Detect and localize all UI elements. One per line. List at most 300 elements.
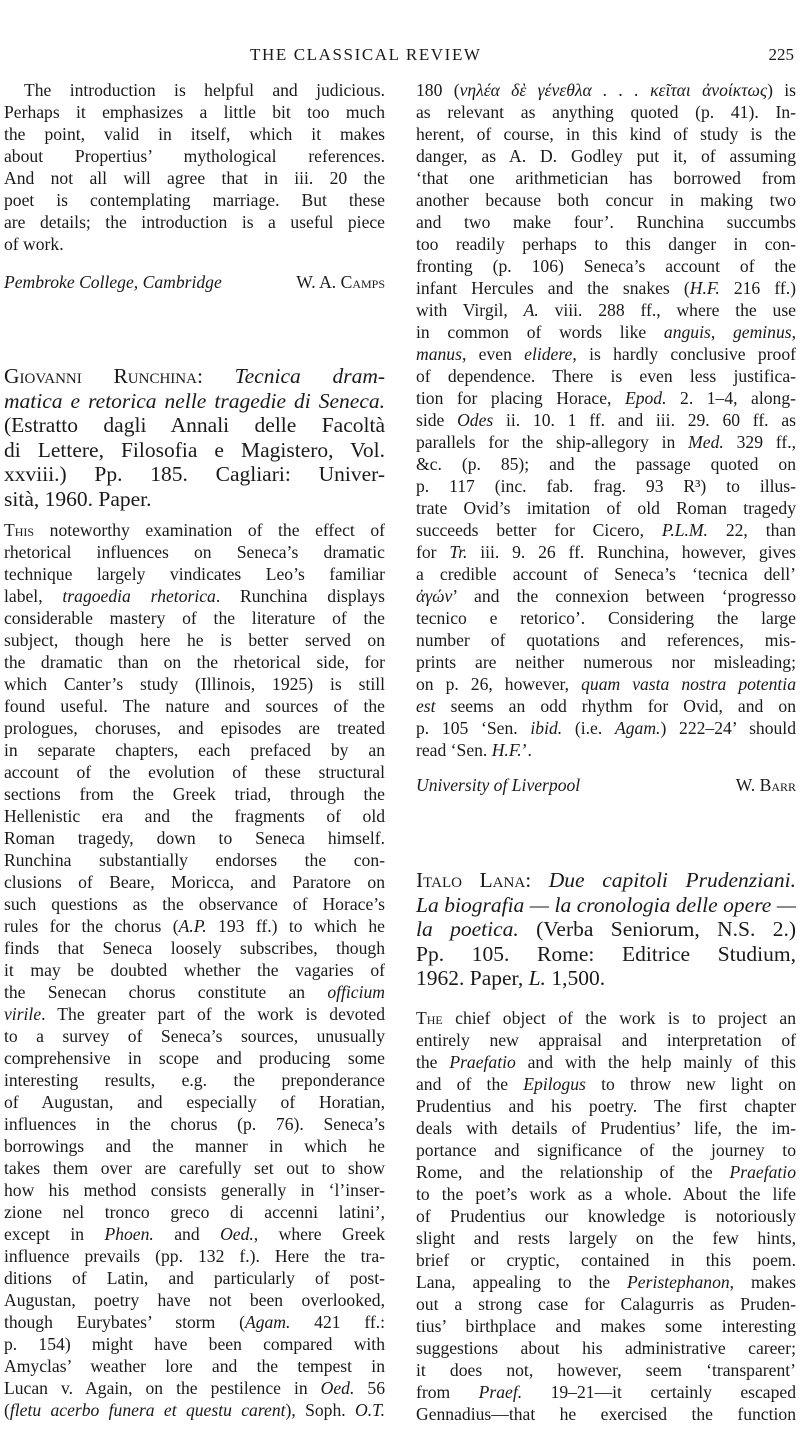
text-run: the point, valid in itself, which it makes [4,124,385,144]
text-line [4,1003,385,1025]
text-line [4,739,385,761]
text-line [4,101,385,123]
line-text [4,1312,385,1332]
line-text [416,124,796,144]
author-surname: Camps [340,272,385,292]
text-line [416,519,796,541]
line-text [416,300,796,320]
line-text [416,1074,796,1094]
text-line [416,1007,796,1029]
text-run: noteworthy examination of the effect of [34,520,385,540]
author-name [736,774,796,796]
text-run: Rome, and the relationship of the [416,1162,730,1182]
line-text [4,1136,385,1156]
line-text [416,168,796,188]
text-line [416,497,796,519]
italic-text-run: A.P. [178,916,207,936]
text-line [416,1315,796,1337]
text-run: too readily perhaps to this danger in con- [416,234,796,254]
line-text [416,608,796,628]
line-text [4,674,385,694]
text-run: to the poet’s work as a whole. About the life [416,1184,796,1204]
line-text [416,1206,796,1226]
text-line [416,607,796,629]
text-line [4,1399,385,1421]
text-run: 1962. Paper, [416,966,529,991]
text-run: out a strong case for Calagurris as Pruden- [416,1294,796,1314]
author-affiliation: University of Liverpool [416,775,581,795]
text-line [4,364,385,389]
text-line [4,761,385,783]
text-line [416,475,796,497]
text-run: Lucan v. Again, on the pestilence in [4,1378,321,1398]
line-text [416,740,532,760]
line-text [4,938,385,958]
line-text [4,487,152,511]
italic-text-run: ἀγών [416,586,453,606]
text-line [4,959,385,981]
text-run: And not all will agree that in iii. 20 the [4,168,385,188]
text-run: number of quotations and references, mis- [416,630,796,650]
italic-text-run: Praef. [478,1382,523,1402]
text-run: Amyclas’ weather lore and the tempest in [4,1356,385,1376]
text-line [416,387,796,409]
line-text [416,388,796,408]
line-text [4,190,385,210]
text-run: sità, 1960. Paper. [4,486,152,511]
text-run: ’ and the connexion between ‘progresso [452,586,796,606]
text-run: tius’ birthplace and makes some interesting [416,1316,796,1336]
text-run: such questions as the observance of Horace’s [4,894,385,914]
line-text [4,1092,385,1112]
text-line [416,651,796,673]
text-run: brief or cryptic, contained in this poem. [416,1250,796,1270]
text-line [4,585,385,607]
text-run: ‘that one arithmetician has borrowed from [416,168,796,188]
text-run: poet is contemplating marriage. But these [4,190,385,210]
text-run: prologues, choruses, and episodes are treated [4,718,385,738]
line-text [416,564,796,584]
line-text [4,364,385,388]
italic-text-run: Epod. [624,388,667,408]
text-line [4,1113,385,1135]
text-line [4,413,385,438]
line-text [416,696,796,716]
text-line [416,1161,796,1183]
text-run: 329 ff., [723,432,796,452]
text-line [416,409,796,431]
text-run: it may be doubted whether the vagaries of [4,960,385,980]
text-run: a credible account of Seneca’s ‘tecnica dell’ [416,564,796,584]
text-line [416,1403,796,1425]
line-text [416,1360,796,1380]
text-line [4,871,385,893]
text-line [416,1139,796,1161]
italic-text-run: Med. [688,432,724,452]
text-line [416,695,796,717]
text-run: Pp. 105. Rome: Editrice Studium, [416,941,796,966]
italic-text-run: Praefatio [449,1052,516,1072]
text-run: and of the [416,1074,524,1094]
line-text [416,966,605,990]
line-text [416,256,796,276]
text-run: deals with details of Prudentius’ life, the im- [416,1118,796,1138]
text-run: . Runchina displays [215,586,385,606]
italic-text-run: Tecnica dram- [234,364,386,388]
text-run: which Canter’s study (Illinois, 1925) is still [4,674,385,694]
line-text [4,389,385,413]
text-run: parallels for the ship-allegory in [416,432,689,452]
line-text [416,868,796,892]
line-text [4,608,385,628]
line-text [4,1180,385,1200]
text-run: found useful. The nature and sources of the [4,696,385,716]
text-run: about Propertius’ mythological references. [4,146,385,166]
line-text [416,1052,796,1072]
text-run: , is hardly conclusive proof [572,344,796,364]
line-text [4,696,385,716]
text-line [4,651,385,673]
italic-text-run: est [416,696,436,716]
line-text [416,1096,796,1116]
line-text [4,894,385,914]
text-line [416,1051,796,1073]
line-text [4,1378,385,1398]
text-run: rules for the chorus ( [4,916,179,936]
line-text [4,740,385,760]
line-text [4,1202,385,1222]
text-run: how his method consists generally in ‘l’inser- [4,1180,385,1200]
line-text [416,102,796,122]
text-line [416,673,796,695]
text-run: Runchina substantially endorses the con- [4,850,385,870]
line-text [4,1224,385,1244]
running-header-title: THE CLASSICAL REVIEW [250,45,482,64]
text-line [4,1047,385,1069]
text-line [416,893,796,918]
text-line [4,438,385,463]
text-run: succeeds better for Cicero, [416,520,662,540]
line-text [416,652,796,672]
small-caps-text-run: Italo Lana [416,868,526,892]
text-line [416,917,796,942]
text-run: , makes [729,1272,796,1292]
text-run: from [416,1382,479,1402]
text-line [4,1223,385,1245]
review-lana-body [416,1007,796,1425]
text-line [416,942,796,967]
text-run: of Prudentius our knowledge is notoriously [416,1206,796,1226]
text-run: and [153,1224,221,1244]
line-text [416,322,796,342]
line-text [4,1400,385,1420]
small-caps-text-run: This [4,520,35,540]
line-text [4,784,385,804]
small-caps-text-run: Giovanni Runchina [4,364,197,388]
line-text [4,212,385,232]
text-line [4,1091,385,1113]
text-line [416,277,796,299]
text-line [4,1377,385,1399]
text-run: 1,500. [545,966,606,991]
line-text [416,410,796,430]
line-text [416,146,796,166]
text-line [416,1183,796,1205]
text-run: ( [4,1400,10,1420]
review-runchina-body-right [416,79,796,761]
italic-text-run: Due capitoli Prudenziani. [548,868,796,892]
text-run: p. 154) might have been compared with [4,1334,385,1354]
text-line [4,123,385,145]
italic-text-run: Odes [457,410,494,430]
italic-text-run: Epilogus [523,1074,586,1094]
line-text [4,168,385,188]
text-run: &c. (p. 85); and the passage quoted on [416,454,796,474]
text-run: 180 ( [416,80,460,100]
line-text [4,586,385,606]
italic-text-run: Agam. [614,718,661,738]
text-run: and two make four’. Runchina succumbs [416,212,796,232]
italic-text-run: Agam. [244,1312,291,1332]
text-run: account of the evolution of these structural [4,762,385,782]
italic-text-run: tragoedia rhetorica [62,586,216,606]
text-line [416,629,796,651]
text-run: trate Ovid’s imitation of old Roman tragedy [416,498,796,518]
text-line [416,321,796,343]
line-text [4,146,385,166]
text-run: suggestions about his administrative career; [416,1338,796,1358]
author-name [296,271,385,293]
text-line [4,79,385,101]
line-text [416,942,796,966]
line-text [416,432,796,452]
line-text [4,806,385,826]
text-run: , where Greek [253,1224,386,1244]
line-text [416,1404,796,1424]
line-text [416,1140,796,1160]
text-run: Roman tragedy, down to Seneca himself. [4,828,385,848]
text-run: subject, though here he is better served on [4,630,385,650]
text-run: infant Hercules and the snakes ( [416,278,690,298]
text-run: portance and significance of the journey to [416,1140,796,1160]
text-line [4,1289,385,1311]
text-run: influences in the chorus (p. 76). Seneca’s [4,1114,385,1134]
text-line [416,1249,796,1271]
line-text [4,1048,385,1068]
text-run: : [196,364,235,388]
text-run: , [710,322,733,342]
text-run: of work. [4,234,64,254]
line-text [4,413,385,437]
line-text [4,652,385,672]
line-text [416,234,796,254]
text-run: in separate chapters, each prefaced by an [4,740,385,760]
text-line [416,79,796,101]
line-text [416,1008,796,1028]
text-line [416,1293,796,1315]
text-run: read ‘Sen. [416,740,492,760]
text-line [4,1069,385,1091]
italic-text-run: officium [327,982,385,1002]
line-text [416,1294,796,1314]
small-caps-text-run: The [416,1008,443,1028]
text-run: , even [461,344,525,364]
line-text [416,1228,796,1248]
line-text [4,234,64,254]
line-text [416,454,796,474]
text-run: entirely new appraisal and interpretation of [416,1030,796,1050]
line-text [416,520,796,540]
text-run: takes them over are carefully set out to show [4,1158,385,1178]
line-text [4,438,385,462]
text-line [416,101,796,123]
text-run: are details; the introduction is a useful piece [4,212,385,232]
text-run: (Estratto dagli Annali delle Facoltà [4,413,385,438]
line-text [416,1030,796,1050]
text-line [416,1359,796,1381]
line-text [416,1162,796,1182]
author-initials: W. [735,775,760,795]
text-run: The introduction is helpful and judicious. [24,80,385,100]
text-run: ’. [521,740,532,760]
text-run: zione nel tronco greco di accenni latini’, [4,1202,385,1222]
italic-text-run: matica e retorica nelle tragedie di Seneca. [4,388,385,413]
text-line [416,299,796,321]
line-text [4,462,385,486]
text-line [416,1029,796,1051]
line-text [416,344,796,364]
line-text [416,212,796,232]
text-run: it does not, however, seem ‘transparent’ [416,1360,796,1380]
text-line [4,189,385,211]
line-text [416,718,796,738]
text-line [416,1271,796,1293]
text-run: xxviii.) Pp. 185. Cagliari: Univer- [4,462,385,487]
italic-text-run: Praefatio [729,1162,796,1182]
line-text [416,190,796,210]
signature-camps [4,271,385,293]
italic-text-run: O.T. [355,1400,385,1420]
text-run: 2. 1–4, along- [666,388,796,408]
line-text [24,80,385,100]
text-run: in common of words like [416,322,664,342]
italic-text-run: Oed. [320,1378,355,1398]
italic-text-run: Tr. [449,542,468,562]
text-run: ditions of Latin, and particularly of post- [4,1268,385,1288]
text-line [4,487,385,512]
text-run: 22, than [707,520,796,540]
text-run: label, [4,586,63,606]
text-run: to a survey of Seneca’s sources, unusually [4,1026,385,1046]
line-text [4,828,385,848]
text-line [4,1245,385,1267]
text-run: Perhaps it emphasizes a little bit too much [4,102,385,122]
text-run: herent, of course, in this kind of study is the [416,124,796,144]
text-run: with Virgil, [416,300,524,320]
review-runchina-heading [4,364,385,512]
review-camps-closing-paragraph [4,79,385,255]
signature-barr [416,774,796,796]
text-run: (Verba Seniorum, N.S. 2.) [518,917,796,942]
text-line [416,868,796,893]
text-line [4,519,385,541]
italic-text-run: Peristephanon [627,1272,730,1292]
text-run: though Eurybates’ storm ( [4,1312,245,1332]
line-text [416,366,796,386]
text-run: sections from the Greek triad, through the [4,784,385,804]
text-line [4,827,385,849]
text-run: Lana, appealing to the [416,1272,628,1292]
text-line [4,673,385,695]
text-line [4,462,385,487]
text-run: , [791,322,797,342]
line-text [416,498,796,518]
text-run: 216 ff.) [719,278,796,298]
text-run: chief object of the work is to project an [442,1008,796,1028]
line-text [416,1272,796,1292]
text-run: comprehensive in scope and producing some [4,1048,385,1068]
text-run: rhetorical influences on Seneca’s dramatic [4,542,385,562]
text-run: influence prevails (pp. 132 f.). Here the tra- [4,1246,385,1266]
text-line [416,585,796,607]
text-run: iii. 9. 26 ff. Runchina, however, gives [467,542,796,562]
text-run: borrowings and the manner in which he [4,1136,385,1156]
line-text [4,1290,385,1310]
text-run: and with the help mainly of this [515,1052,796,1072]
line-text [4,124,385,144]
text-line [4,541,385,563]
text-line [4,211,385,233]
line-text [4,872,385,892]
text-line [4,1355,385,1377]
text-line [416,541,796,563]
text-run: danger, as A. D. Godley put it, of assuming [416,146,796,166]
line-text [4,982,385,1002]
text-line [416,189,796,211]
text-run: ), Soph. [285,1400,356,1420]
italic-text-run: L. [528,966,546,991]
text-run: the Senecan chorus constitute an [4,982,328,1002]
line-text [416,1338,796,1358]
text-line [4,915,385,937]
text-run: Gennadius—that he exercised the function [416,1404,796,1424]
text-line [4,1157,385,1179]
text-run: ii. 10. 1 ff. and iii. 29. 60 ff. as [493,410,796,430]
italic-text-run: fletu acerbo funera et questu carent [9,1400,286,1420]
text-line [4,1311,385,1333]
text-line [416,1073,796,1095]
line-text [4,520,385,540]
text-run: clusions of Beare, Moricca, and Paratore on [4,872,385,892]
text-line [416,1095,796,1117]
italic-text-run: elidere [524,344,573,364]
line-text [416,1184,796,1204]
text-line [4,1179,385,1201]
line-text [416,1316,796,1336]
text-run: Prudentius and his poetry. The first chapter [416,1096,796,1116]
line-text [4,542,385,562]
author-surname: Barr [759,775,796,795]
text-run: : [525,868,549,892]
text-line [416,365,796,387]
line-text [416,1382,796,1402]
text-run: tion for placing Horace, [416,388,625,408]
line-text [416,674,796,694]
italic-text-run: la poetica. [416,917,519,942]
line-text [4,1070,385,1090]
line-text [4,762,385,782]
text-run: tecnico e retorico’. Considering the large [416,608,796,628]
